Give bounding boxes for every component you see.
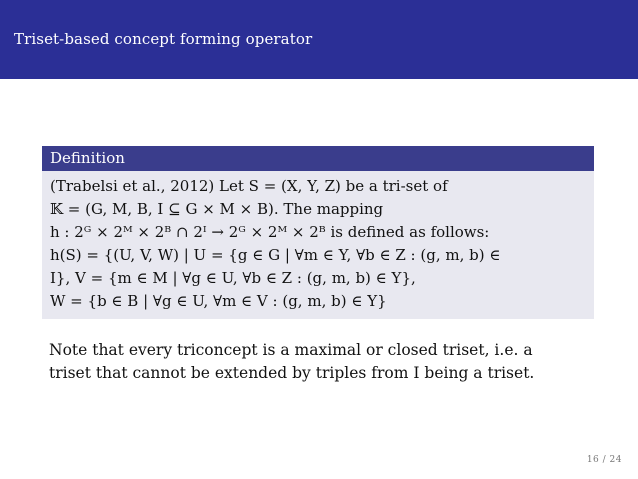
slide-title-bar — [0, 0, 638, 79]
slide-title: Triset-based concept forming operator — [14, 30, 313, 48]
definition-line: W = {b ∈ B | ∀g ∈ U, ∀m ∈ V : (g, m, b) ∈ Y} — [50, 292, 387, 310]
definition-line: h(S) = {(U, V, W) | U = {g ∈ G | ∀m ∈ Y, ∀b ∈ Z : (g, m, b) ∈ — [50, 246, 501, 264]
definition-line: (Trabelsi et al., 2012) Let S = (X, Y, Z) be a tri-set of — [50, 177, 448, 195]
definition-body — [42, 171, 594, 319]
page-number: 16 / 24 — [586, 455, 622, 465]
note-line: triset that cannot be extended by triples from I being a triset. — [49, 364, 535, 382]
note-paragraph — [49, 339, 589, 385]
definition-header: Definition — [42, 146, 594, 171]
definition-block — [42, 146, 594, 319]
definition-line: 𝕂 = (G, M, B, I ⊆ G × M × B). The mapping — [50, 200, 384, 218]
definition-line: h : 2ᴳ × 2ᴹ × 2ᴮ ∩ 2ᴵ → 2ᴳ × 2ᴹ × 2ᴮ is defined as follows: — [50, 223, 490, 241]
definition-line: I}, V = {m ∈ M | ∀g ∈ U, ∀b ∈ Z : (g, m, b) ∈ Y}, — [50, 269, 416, 287]
note-line: Note that every triconcept is a maximal or closed triset, i.e. a — [49, 341, 533, 359]
